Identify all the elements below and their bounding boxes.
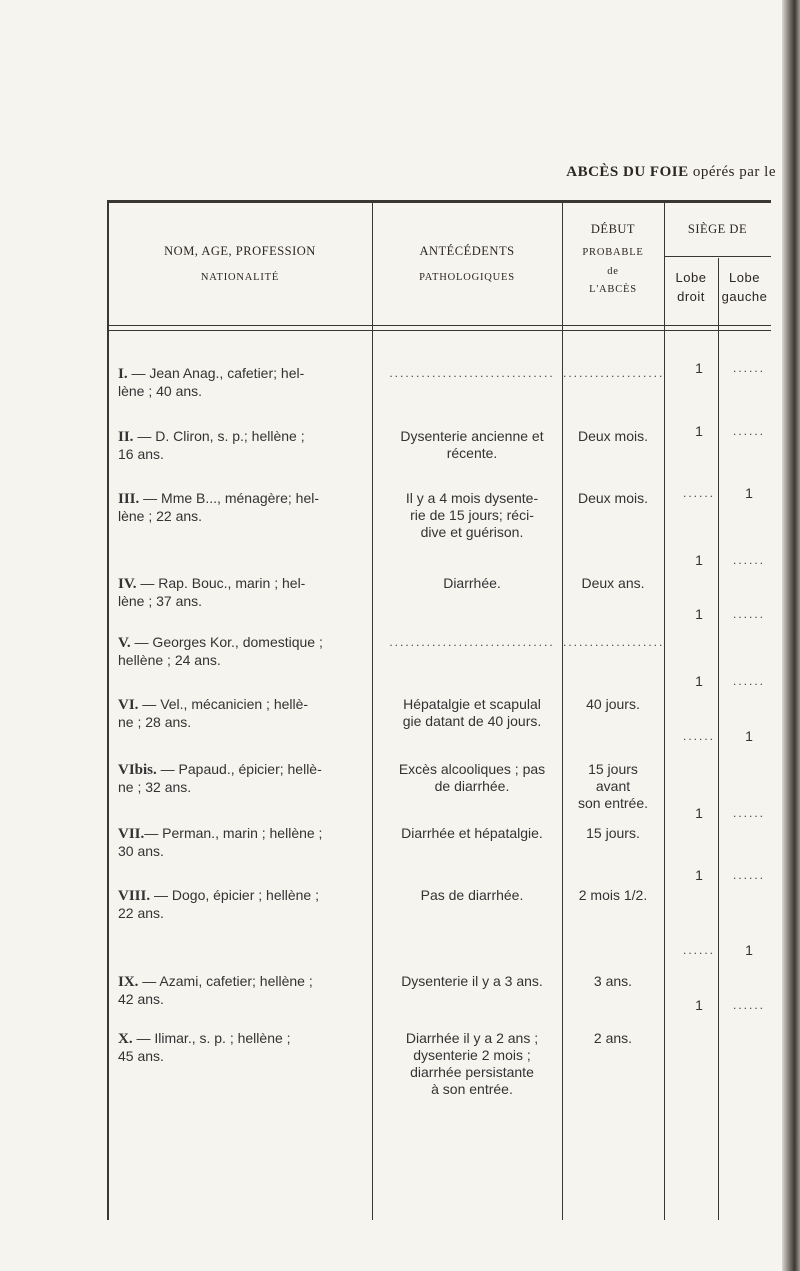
header-nationality: NATIONALITÉ <box>200 272 280 283</box>
header-lobe-droit-1: Lobe <box>675 270 707 285</box>
lobe-droit-cell: 1 <box>695 997 703 1013</box>
page-edge-shadow <box>782 0 800 1271</box>
patient-name-line: 22 ans. <box>118 905 164 921</box>
lobe-gauche-cell: 1 <box>745 485 753 501</box>
header-antecedents: ANTÉCÉDENTS <box>419 244 515 258</box>
table-top-rule <box>107 200 771 203</box>
lobe-gauche-cell: ...... <box>732 424 765 438</box>
header-probable: PROBABLE <box>582 247 644 258</box>
siege-subheader-rule <box>664 256 771 257</box>
debut-line: son entrée. <box>577 795 649 811</box>
patient-name-line: 42 ans. <box>118 991 164 1007</box>
header-pathologiques: PATHOLOGIQUES <box>419 272 515 283</box>
debut-line: 40 jours. <box>586 696 640 712</box>
patient-name-line: — Georges Kor., domestique ; <box>130 634 323 650</box>
debut-line: 2 mois 1/2. <box>578 887 648 903</box>
lobe-droit-cell: 1 <box>695 360 703 376</box>
lobe-gauche-cell: 1 <box>745 942 753 958</box>
lobe-droit-cell: 1 <box>695 805 703 821</box>
lobe-droit-cell: 1 <box>695 867 703 883</box>
antecedents-line: rie de 15 jours; réci- <box>410 507 534 523</box>
antecedents-line: de diarrhée. <box>434 778 510 794</box>
lobe-gauche-cell: ...... <box>732 361 765 375</box>
patient-name-line: lène ; 22 ans. <box>118 508 203 524</box>
header-name: NOM, AGE, PROFESSION <box>164 244 316 258</box>
debut-line: avant <box>595 778 631 794</box>
header-subtitle: opérés par le <box>692 164 776 180</box>
table-header-rule <box>107 325 771 331</box>
antecedents-line: Diarrhée il y a 2 ans ; <box>405 1030 539 1046</box>
patient-name-line: lène ; 40 ans. <box>118 383 203 399</box>
debut-line: Deux ans. <box>581 575 645 591</box>
debut-line: Deux mois. <box>577 490 649 506</box>
antecedents-line: dysenterie 2 mois ; <box>413 1047 531 1063</box>
lobe-droit-cell: 1 <box>695 423 703 439</box>
antecedents-line: à son entrée. <box>431 1081 513 1097</box>
patient-name-cell <box>118 428 371 463</box>
lobe-gauche-cell: ...... <box>732 674 765 688</box>
antecedents-line: Dysenterie il y a 3 ans. <box>401 973 543 989</box>
lobe-droit-cell: 1 <box>695 606 703 622</box>
lobe-droit-cell: ...... <box>682 729 715 743</box>
lobe-gauche-cell: ...... <box>732 553 765 567</box>
row-number: II. <box>118 429 134 445</box>
debut-line: 3 ans. <box>593 973 633 989</box>
patient-name-line: hellène ; 24 ans. <box>118 652 221 668</box>
antecedents-line: Excès alcooliques ; pas <box>398 761 546 777</box>
patient-name-line: — Ilimar., s. p. ; hellène ; <box>132 1030 291 1046</box>
header-title: ABCÈS DU FOIE <box>566 164 689 180</box>
antecedents-line: récente. <box>446 445 498 461</box>
row-number: V. <box>118 635 131 651</box>
patient-name-line: 16 ans. <box>118 446 164 462</box>
patient-name-cell <box>118 696 371 731</box>
patient-name-line: — Perman., marin ; hellène ; <box>144 825 323 841</box>
column-divider <box>372 203 373 1220</box>
header-debut: DÉBUT <box>590 222 636 236</box>
lobe-gauche-cell: ...... <box>732 806 765 820</box>
patient-name-cell <box>118 490 371 525</box>
patient-name-cell <box>118 634 371 669</box>
patient-name-cell <box>118 1030 371 1065</box>
debut-line: Deux mois. <box>577 428 649 444</box>
patient-name-cell <box>118 761 371 796</box>
row-number: X. <box>118 1031 133 1047</box>
antecedents-line: Hépatalgie et scapulal <box>403 696 541 712</box>
antecedents-line: ............................... <box>389 635 555 649</box>
row-number: IX. <box>118 974 139 990</box>
antecedents-line: Pas de diarrhée. <box>420 887 524 903</box>
patient-name-line: 30 ans. <box>118 843 164 859</box>
patient-name-line: lène ; 37 ans. <box>118 593 203 609</box>
antecedents-line: ............................... <box>389 366 555 380</box>
lobe-gauche-cell: ...... <box>732 998 765 1012</box>
patient-name-line: — Mme B..., ménagère; hel- <box>139 490 319 506</box>
header-lobe-droit-2: droit <box>677 289 705 304</box>
debut-line: 15 jours. <box>586 825 640 841</box>
antecedents-line: dive et guérison. <box>420 524 524 540</box>
lobe-gauche-cell: ...... <box>732 607 765 621</box>
patient-name-cell <box>118 887 371 922</box>
row-number: VI. <box>118 697 139 713</box>
patient-name-line: — Azami, cafetier; hellène ; <box>138 973 313 989</box>
patient-name-cell <box>118 973 371 1008</box>
debut-line: 2 ans. <box>593 1030 633 1046</box>
patient-name-line: — Jean Anag., cafetier; hel- <box>127 365 305 381</box>
antecedents-line: Diarrhée et hépatalgie. <box>401 825 543 841</box>
antecedents-line: gie datant de 40 jours. <box>402 713 542 729</box>
lobe-droit-cell: 1 <box>695 552 703 568</box>
patient-name-line: — D. Cliron, s. p.; hellène ; <box>133 428 305 444</box>
patient-name-cell <box>118 575 371 610</box>
row-number: IV. <box>118 576 137 592</box>
antecedents-line: Il y a 4 mois dysente- <box>405 490 539 506</box>
header-abces: L'ABCÈS <box>589 284 637 295</box>
patient-name-cell <box>118 825 371 860</box>
row-number: VIII. <box>118 888 151 904</box>
debut-line: ................... <box>563 635 665 649</box>
patient-name-line: — Rap. Bouc., marin ; hel- <box>136 575 306 591</box>
header-siege: SIÈGE DE <box>687 222 748 236</box>
patient-name-line: 45 ans. <box>118 1048 164 1064</box>
antecedents-line: Diarrhée. <box>443 575 501 591</box>
antecedents-line: diarrhée persistante <box>410 1064 534 1080</box>
row-number: III. <box>118 491 140 507</box>
lobe-droit-cell: ...... <box>682 486 715 500</box>
patient-name-line: ne ; 28 ans. <box>118 714 192 730</box>
patient-name-line: — Papaud., épicier; hellè- <box>156 761 322 777</box>
antecedents-line: Dysenterie ancienne et <box>400 428 544 444</box>
header-lobe-gauche-1: Lobe <box>729 270 760 285</box>
patient-name-cell <box>118 365 371 400</box>
lobe-gauche-cell: 1 <box>745 728 753 744</box>
debut-line: ................... <box>563 366 665 380</box>
row-number: VIbis. <box>118 762 157 778</box>
header-lobe-gauche-2: gauche <box>721 289 768 304</box>
debut-line: 15 jours <box>588 761 638 777</box>
lobe-droit-cell: 1 <box>695 673 703 689</box>
patient-name-line: — Dogo, épicier ; hellène ; <box>150 887 319 903</box>
row-number: I. <box>118 366 128 382</box>
page-running-header <box>0 164 776 181</box>
row-number: VII. <box>118 826 145 842</box>
column-divider <box>664 203 665 1220</box>
patient-name-line: — Vel., mécanicien ; hellè- <box>138 696 309 712</box>
lobe-gauche-cell: ...... <box>732 868 765 882</box>
header-de: de <box>607 266 619 277</box>
lobe-droit-cell: ...... <box>682 943 715 957</box>
patient-name-line: ne ; 32 ans. <box>118 779 192 795</box>
